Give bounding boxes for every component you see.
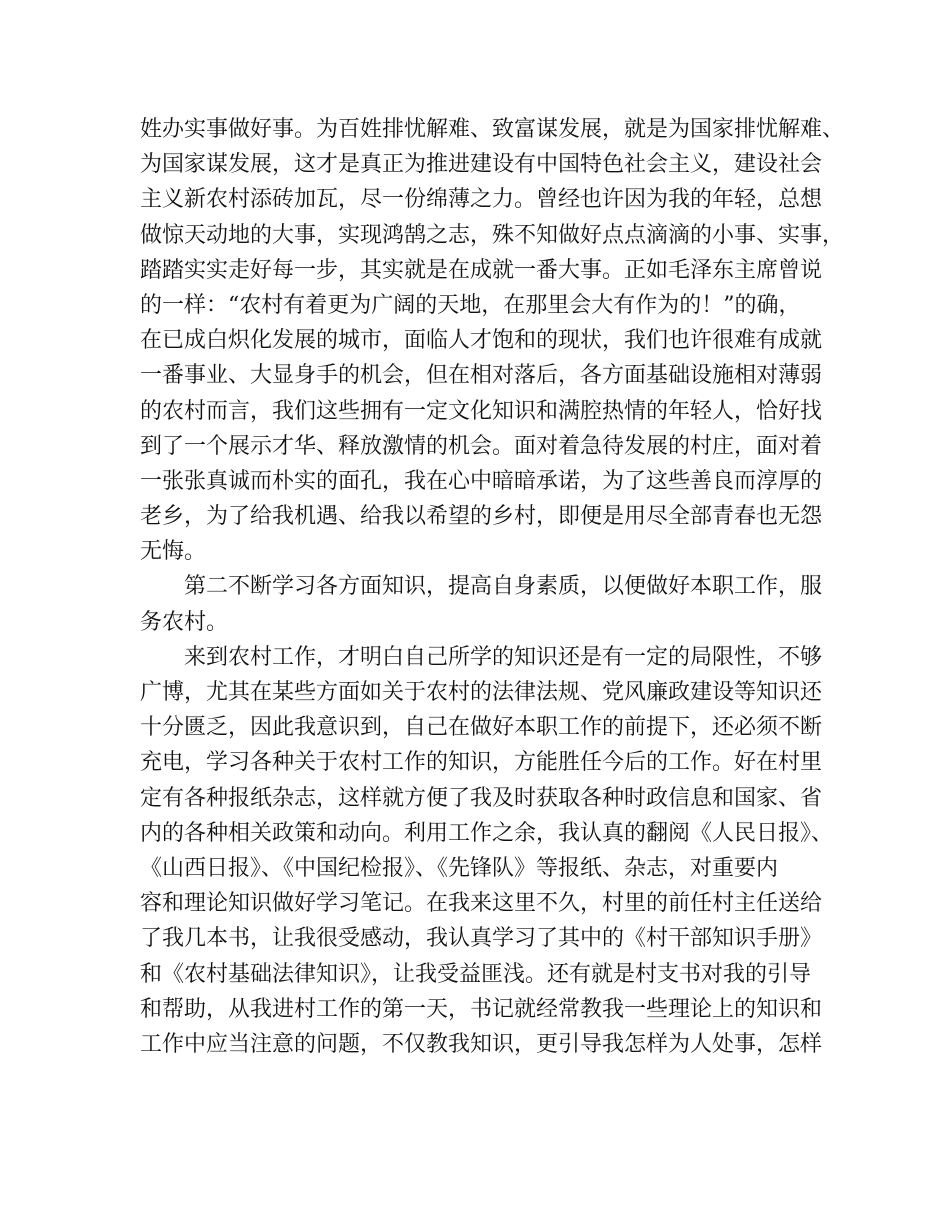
text-line: 了我几本书，让我很受感动，我认真学习了其中的《村干部知识手册》	[140, 926, 823, 952]
text-line: 姓办实事做好事。为百姓排忧解难、致富谋发展，就是为国家排忧解难、	[140, 117, 845, 142]
text-line: 一番事业、大显身手的机会，但在相对落后，各方面基础设施相对薄弱	[140, 363, 823, 389]
text-line: 为国家谋发展，这才是真正为推进建设有中国特色社会主义，建设社会	[140, 152, 823, 178]
text-line: 到了一个展示才华、释放激情的机会。面对着急待发展的村庄，面对着	[140, 433, 823, 459]
paragraph-first-line: 来到农村工作，才明白自己所学的知识还是有一定的局限性，不够	[184, 644, 823, 670]
text-line: 内的各种相关政策和动向。利用工作之余，我认真的翻阅《人民日报》、	[140, 820, 834, 846]
text-line: 工作中应当注意的问题，不仅教我知识，更引导我怎样为人处事，怎样	[140, 1031, 823, 1057]
text-line: 容和理论知识做好学习笔记。在我来这里不久，村里的前任村主任送给	[140, 891, 823, 917]
text-line: 的一样：“农村有着更为广阔的天地，在那里会大有作为的！”的确，	[140, 292, 801, 318]
text-line: 老乡，为了给我机遇、给我以希望的乡村，即便是用尽全部青春也无怨	[140, 504, 823, 530]
text-line: 定有各种报纸杂志，这样就方便了我及时获取各种时政信息和国家、省	[140, 785, 823, 811]
text-line: 做惊天动地的大事，实现鸿鹄之志，殊不知做好点点滴滴的小事、实事，	[140, 222, 845, 248]
text-line: 在已成白炽化发展的城市，面临人才饱和的现状，我们也许很难有成就	[140, 328, 823, 354]
text-line: 的农村而言，我们这些拥有一定文化知识和满腔热情的年轻人，恰好找	[140, 398, 823, 424]
text-line: 和《农村基础法律知识》，让我受益匪浅。还有就是村支书对我的引导	[140, 961, 812, 987]
body-text	[140, 112, 845, 1062]
text-line: 无悔。	[140, 539, 207, 565]
text-line: 广博，尤其在某些方面如关于农村的法律法规、党风廉政建设等知识还	[140, 680, 823, 705]
text-line: 务农村。	[140, 609, 229, 635]
text-line: 《山西日报》、《中国纪检报》、《先锋队》等报纸、杂志，对重要内	[140, 855, 779, 881]
text-line: 踏踏实实走好每一步，其实就是在成就一番大事。正如毛泽东主席曾说	[140, 257, 823, 283]
paragraph-first-line: 第二不断学习各方面知识，提高自身素质，以便做好本职工作，服	[184, 574, 823, 600]
text-line: 十分匮乏，因此我意识到，自己在做好本职工作的前提下，还必须不断	[140, 715, 823, 741]
text-line: 一张张真诚而朴实的面孔，我在心中暗暗承诺，为了这些善良而淳厚的	[140, 468, 823, 494]
text-line: 主义新农村添砖加瓦，尽一份绵薄之力。曾经也许因为我的年轻，总想	[140, 187, 823, 213]
text-line: 充电，学习各种关于农村工作的知识，方能胜任今后的工作。好在村里	[140, 750, 823, 776]
text-line: 和帮助，从我进村工作的第一天，书记就经常教我一些理论上的知识和	[140, 996, 823, 1022]
